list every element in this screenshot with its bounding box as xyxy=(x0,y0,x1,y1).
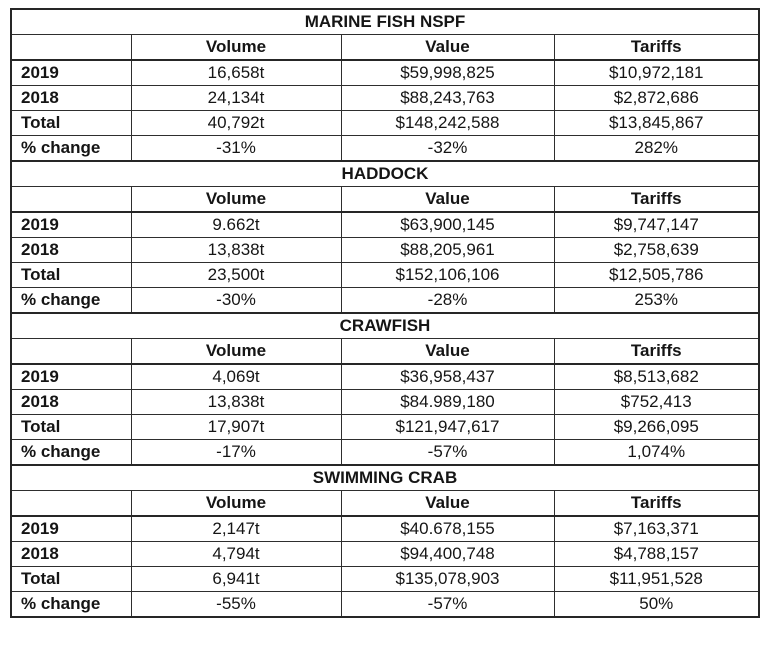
header-empty-cell xyxy=(11,187,131,213)
row-label: Total xyxy=(11,111,131,136)
section-header-row xyxy=(11,491,759,517)
cell-value: $63,900,145 xyxy=(341,212,554,238)
row-label: Total xyxy=(11,567,131,592)
table-row xyxy=(11,390,759,415)
row-label: % change xyxy=(11,592,131,618)
section-header-row xyxy=(11,339,759,365)
table-row xyxy=(11,567,759,592)
cell-volume: -55% xyxy=(131,592,341,618)
column-header-volume: Volume xyxy=(131,339,341,365)
cell-value: -57% xyxy=(341,592,554,618)
cell-volume: 23,500t xyxy=(131,263,341,288)
header-empty-cell xyxy=(11,339,131,365)
cell-value: -32% xyxy=(341,136,554,162)
row-label: 2018 xyxy=(11,390,131,415)
cell-volume: 13,838t xyxy=(131,390,341,415)
cell-value: $148,242,588 xyxy=(341,111,554,136)
cell-volume: -17% xyxy=(131,440,341,466)
row-label: 2019 xyxy=(11,60,131,86)
table-row xyxy=(11,592,759,618)
section-header-row xyxy=(11,35,759,61)
column-header-value: Value xyxy=(341,339,554,365)
cell-value: -28% xyxy=(341,288,554,314)
cell-volume: 6,941t xyxy=(131,567,341,592)
cell-volume: 24,134t xyxy=(131,86,341,111)
cell-volume: -31% xyxy=(131,136,341,162)
cell-value: $40.678,155 xyxy=(341,516,554,542)
cell-tariffs: 50% xyxy=(554,592,759,618)
table-row xyxy=(11,440,759,466)
table-row xyxy=(11,415,759,440)
table-row xyxy=(11,60,759,86)
section-title: CRAWFISH xyxy=(11,313,759,339)
table-row xyxy=(11,212,759,238)
cell-tariffs: $2,872,686 xyxy=(554,86,759,111)
table-row xyxy=(11,364,759,390)
table-row xyxy=(11,86,759,111)
cell-tariffs: $9,266,095 xyxy=(554,415,759,440)
section-title: SWIMMING CRAB xyxy=(11,465,759,491)
column-header-value: Value xyxy=(341,491,554,517)
cell-tariffs: $4,788,157 xyxy=(554,542,759,567)
column-header-value: Value xyxy=(341,187,554,213)
cell-value: $84.989,180 xyxy=(341,390,554,415)
cell-tariffs: 253% xyxy=(554,288,759,314)
cell-value: $88,243,763 xyxy=(341,86,554,111)
cell-value: $121,947,617 xyxy=(341,415,554,440)
row-label: 2019 xyxy=(11,212,131,238)
cell-tariffs: $7,163,371 xyxy=(554,516,759,542)
cell-volume: 16,658t xyxy=(131,60,341,86)
column-header-tariffs: Tariffs xyxy=(554,491,759,517)
tariff-comparison-table-wrap xyxy=(10,8,760,618)
column-header-volume: Volume xyxy=(131,491,341,517)
row-label: Total xyxy=(11,263,131,288)
table-row xyxy=(11,111,759,136)
cell-value: $152,106,106 xyxy=(341,263,554,288)
cell-volume: 9.662t xyxy=(131,212,341,238)
section-title-row xyxy=(11,313,759,339)
table-row xyxy=(11,288,759,314)
cell-tariffs: $2,758,639 xyxy=(554,238,759,263)
cell-volume: 4,794t xyxy=(131,542,341,567)
cell-tariffs: $11,951,528 xyxy=(554,567,759,592)
section-title-row xyxy=(11,9,759,35)
cell-volume: 13,838t xyxy=(131,238,341,263)
section-title-row xyxy=(11,161,759,187)
cell-value: -57% xyxy=(341,440,554,466)
column-header-value: Value xyxy=(341,35,554,61)
column-header-tariffs: Tariffs xyxy=(554,339,759,365)
header-empty-cell xyxy=(11,491,131,517)
column-header-volume: Volume xyxy=(131,187,341,213)
row-label: % change xyxy=(11,440,131,466)
section-title: MARINE FISH NSPF xyxy=(11,9,759,35)
cell-volume: 40,792t xyxy=(131,111,341,136)
cell-volume: -30% xyxy=(131,288,341,314)
table-row xyxy=(11,516,759,542)
row-label: % change xyxy=(11,136,131,162)
cell-value: $36,958,437 xyxy=(341,364,554,390)
cell-value: $94,400,748 xyxy=(341,542,554,567)
row-label: 2018 xyxy=(11,86,131,111)
row-label: 2018 xyxy=(11,238,131,263)
section-title-row xyxy=(11,465,759,491)
row-label: Total xyxy=(11,415,131,440)
cell-value: $135,078,903 xyxy=(341,567,554,592)
column-header-tariffs: Tariffs xyxy=(554,35,759,61)
row-label: 2019 xyxy=(11,364,131,390)
table-row xyxy=(11,238,759,263)
row-label: 2018 xyxy=(11,542,131,567)
column-header-tariffs: Tariffs xyxy=(554,187,759,213)
section-header-row xyxy=(11,187,759,213)
cell-volume: 17,907t xyxy=(131,415,341,440)
cell-volume: 2,147t xyxy=(131,516,341,542)
cell-value: $59,998,825 xyxy=(341,60,554,86)
section-title: HADDOCK xyxy=(11,161,759,187)
column-header-volume: Volume xyxy=(131,35,341,61)
cell-tariffs: $12,505,786 xyxy=(554,263,759,288)
cell-tariffs: 282% xyxy=(554,136,759,162)
cell-volume: 4,069t xyxy=(131,364,341,390)
row-label: % change xyxy=(11,288,131,314)
table-row xyxy=(11,542,759,567)
row-label: 2019 xyxy=(11,516,131,542)
table-row xyxy=(11,263,759,288)
cell-tariffs: $8,513,682 xyxy=(554,364,759,390)
cell-tariffs: $13,845,867 xyxy=(554,111,759,136)
header-empty-cell xyxy=(11,35,131,61)
cell-tariffs: $752,413 xyxy=(554,390,759,415)
cell-tariffs: 1,074% xyxy=(554,440,759,466)
cell-tariffs: $9,747,147 xyxy=(554,212,759,238)
tariff-comparison-table xyxy=(10,8,760,618)
cell-tariffs: $10,972,181 xyxy=(554,60,759,86)
table-row xyxy=(11,136,759,162)
cell-value: $88,205,961 xyxy=(341,238,554,263)
